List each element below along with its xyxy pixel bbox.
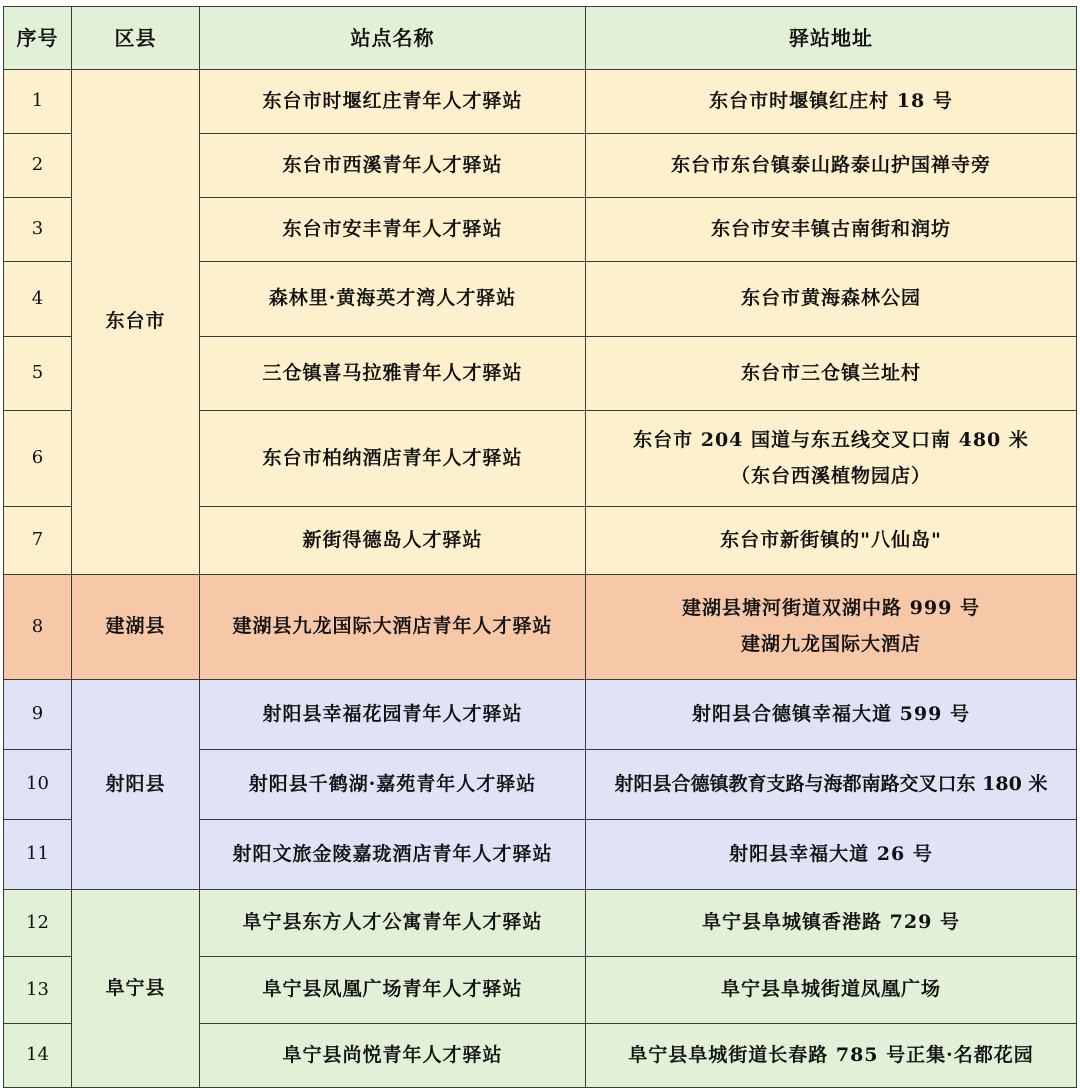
site-name: 东台市安丰青年人才驿站 (200, 198, 586, 262)
header-no: 序号 (4, 7, 72, 70)
site-address (586, 198, 1077, 262)
site-name: 东台市时堰红庄青年人才驿站 (200, 70, 586, 134)
site-name: 东台市西溪青年人才驿站 (200, 134, 586, 198)
address-line: 射阳县幸福大道 26 号 (729, 842, 933, 865)
address-line: 射阳县合德镇教育支路与海都南路交叉口东 180 米 (614, 772, 1048, 795)
address-line: 建湖九龙国际大酒店 (740, 633, 921, 655)
address-line: 东台市 204 国道与东五线交叉口南 480 米 (633, 428, 1029, 451)
site-address (586, 957, 1077, 1024)
site-name: 射阳县千鹤湖·嘉苑青年人才驿站 (200, 750, 586, 820)
site-address (586, 411, 1077, 507)
row-number: 8 (4, 575, 72, 680)
row-number: 3 (4, 198, 72, 262)
row-number: 5 (4, 337, 72, 411)
site-name: 阜宁县东方人才公寓青年人才驿站 (200, 890, 586, 957)
row-number: 6 (4, 411, 72, 507)
table-row (4, 680, 1077, 750)
row-number: 1 (4, 70, 72, 134)
district-cell: 射阳县 (72, 680, 200, 890)
site-address (586, 575, 1077, 680)
site-name: 射阳文旅金陵嘉珑酒店青年人才驿站 (200, 820, 586, 890)
site-address (586, 507, 1077, 575)
address-line: 阜宁县阜城街道长春路 785 号正集·名都花园 (628, 1043, 1034, 1066)
district-cell: 建湖县 (72, 575, 200, 680)
site-name: 建湖县九龙国际大酒店青年人才驿站 (200, 575, 586, 680)
table-row (4, 70, 1077, 134)
site-name: 新街得德岛人才驿站 (200, 507, 586, 575)
address-line: 东台市安丰镇古南街和润坊 (710, 217, 951, 240)
site-address (586, 337, 1077, 411)
row-number: 14 (4, 1024, 72, 1088)
row-number: 12 (4, 890, 72, 957)
site-address (586, 134, 1077, 198)
district-cell: 阜宁县 (72, 890, 200, 1088)
site-address (586, 750, 1077, 820)
address-line: 东台市东台镇泰山路泰山护国禅寺旁 (670, 153, 991, 176)
address-line: （东台西溪植物园店） (730, 464, 931, 487)
address-line: 建湖县塘河街道双湖中路 999 号 (682, 597, 980, 620)
site-address (586, 680, 1077, 750)
site-name: 森林里·黄海英才湾人才驿站 (200, 262, 586, 337)
site-address (586, 1024, 1077, 1088)
row-number: 7 (4, 507, 72, 575)
address-line: 射阳县合德镇幸福大道 599 号 (692, 702, 970, 725)
row-number: 11 (4, 820, 72, 890)
row-number: 13 (4, 957, 72, 1024)
site-name: 三仓镇喜马拉雅青年人才驿站 (200, 337, 586, 411)
table-row (4, 575, 1077, 680)
site-address (586, 70, 1077, 134)
site-name: 阜宁县尚悦青年人才驿站 (200, 1024, 586, 1088)
row-number: 10 (4, 750, 72, 820)
row-number: 4 (4, 262, 72, 337)
site-name: 东台市柏纳酒店青年人才驿站 (200, 411, 586, 507)
address-line: 东台市黄海森林公园 (740, 287, 921, 310)
site-address (586, 262, 1077, 337)
row-number: 2 (4, 134, 72, 198)
site-name: 阜宁县凤凰广场青年人才驿站 (200, 957, 586, 1024)
row-number: 9 (4, 680, 72, 750)
address-line: 东台市时堰镇红庄村 18 号 (709, 89, 953, 112)
district-cell: 东台市 (72, 70, 200, 575)
header-address: 驿站地址 (586, 7, 1077, 70)
address-line: 东台市新街镇的"八仙岛" (720, 528, 942, 551)
address-line: 阜宁县阜城街道凤凰广场 (720, 978, 941, 1001)
table-row (4, 890, 1077, 957)
header-district: 区县 (72, 7, 200, 70)
address-line: 东台市三仓镇兰址村 (740, 361, 921, 384)
site-address (586, 820, 1077, 890)
header-row (4, 7, 1077, 70)
address-line: 阜宁县阜城镇香港路 729 号 (702, 911, 960, 934)
site-name: 射阳县幸福花园青年人才驿站 (200, 680, 586, 750)
header-site: 站点名称 (200, 7, 586, 70)
site-address (586, 890, 1077, 957)
station-table (3, 6, 1077, 1088)
